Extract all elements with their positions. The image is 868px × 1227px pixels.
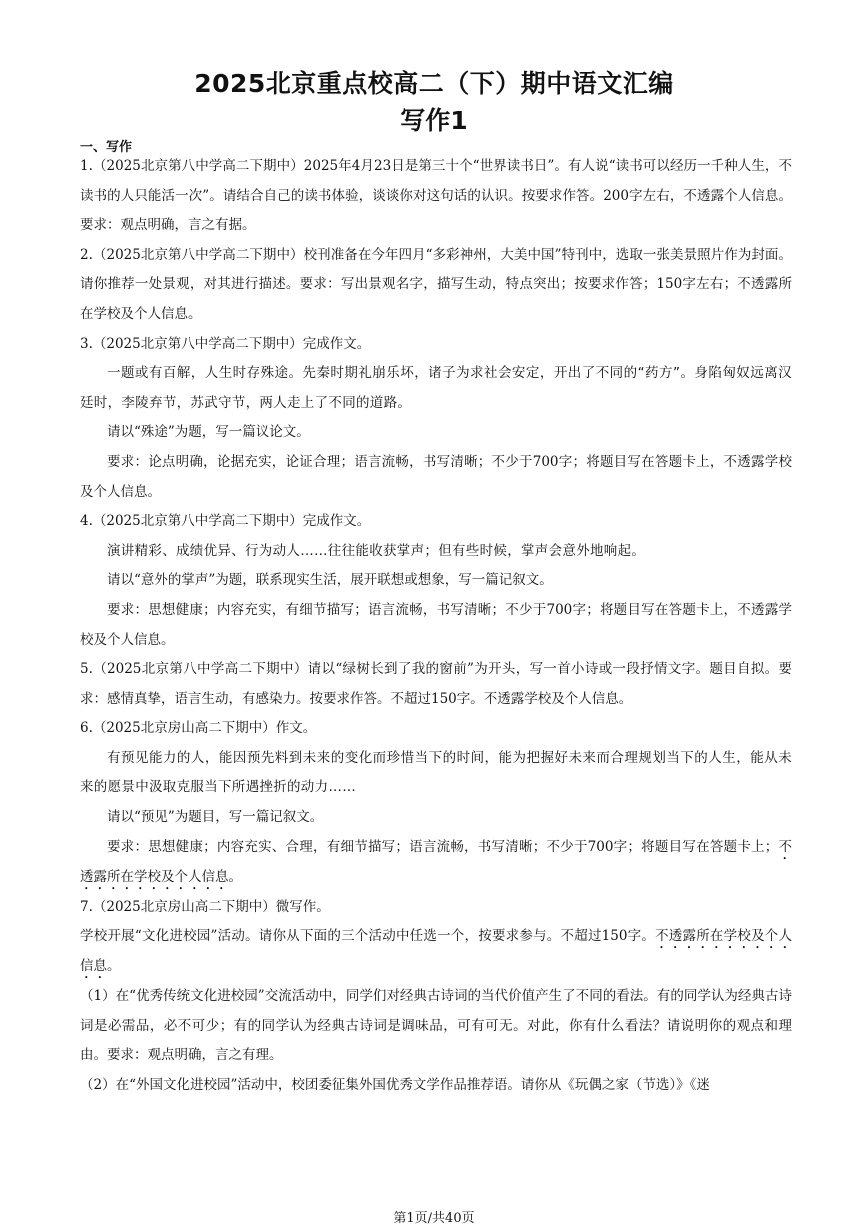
question-1: 1.（2025北京第八中学高二下期中）2025年4月23日是第三十个“世界读书日”。有人说“读书可以经历一千种人生，不读书的人只能活一次”。请结合自己的读书体验，谈谈你对这句话的认识。按要求作答。200字左右，不透露个人信息。要求：观点明确，言之有据。 [80,158,792,234]
document-body [80,152,792,1101]
question-6-heading: 6.（2025北京房山高二下期中）作文。 [80,720,317,737]
page-footer: 第1页/共40页 [393,1211,475,1226]
question-6-requirements [80,833,792,893]
question-6-task: 请以“预见”为题目，写一篇记叙文。 [107,809,324,826]
question-2: 2.（2025北京第八中学高二下期中）校刊准备在今年四月“多彩神州，大美中国”特刊中，选取一张美景照片作为封面。请你推荐一处景观，对其进行描述。要求：写出景观名字，描写生动，特点突出；按要求作答；150字左右；不透露所在学校及个人信息。 [80,246,792,322]
question-7-emphasis: 不透露所在学校及个人信息 [80,928,793,975]
question-7-heading: 7.（2025北京房山高二下期中）微写作。 [80,898,330,915]
question-4-task: 请以“意外的掌声”为题，联系现实生活，展开联想或想象，写一篇记叙文。 [107,572,553,589]
section-heading: 一、写作 [80,140,133,155]
question-4-requirements: 要求：思想健康；内容充实，有细节描写；语言流畅，书写清晰；不少于700字；将题目写在答题卡上，不透露学校及个人信息。 [80,601,792,648]
question-5: 5.（2025北京第八中学高二下期中）请以“绿树长到了我的窗前”为开头，写一首小诗或一段抒情文字。题目自拟。要求：感情真挚，语言生动，有感染力。按要求作答。不超过150字。不透露学校及个人信息。 [80,661,792,707]
question-7-item-1: （1）在“优秀传统文化进校园”交流活动中，同学们对经典古诗词的当代价值产生了不同的看法。有的同学认为经典古诗词是必需品，必不可少；有的同学认为经典古诗词是调味品，可有可无。对此，你有什么看法？请说明你的观点和理由。要求：观点明确，言之有理。 [80,988,792,1064]
question-7-item-2: （2）在“外国文化进校园”活动中，校团委征集外国优秀文学作品推荐语。请你从《玩偶之家（节选）》《迷 [80,1077,710,1094]
document-title: 2025北京重点校高二（下）期中语文汇编 [194,69,674,98]
question-3-requirements: 要求：论点明确，论据充实，论证合理；语言流畅，书写清晰；不少于700字；将题目写在答题卡上，不透露学校及个人信息。 [80,453,792,500]
question-6-material: 有预见能力的人，能因预先料到未来的变化而珍惜当下的时间，能为把握好未来而合理规划当下的人生，能从未来的愿景中汲取克服当下所遇挫折的动力…… [80,749,792,796]
question-3-heading: 3.（2025北京第八中学高二下期中）完成作文。 [80,335,371,352]
document-subtitle: 写作1 [400,106,468,135]
question-3-material: 一题或有百解，人生时存殊途。先秦时期礼崩乐坏，诸子为求社会安定，开出了不同的“药方”。身陷匈奴远离汉廷时，李陵弃节，苏武守节，两人走上了不同的道路。 [80,365,792,411]
question-7-intro-main: 学校开展“文化进校园”活动。请你从下面的三个活动中任选一个，按要求参与。不超过150字。 [80,928,656,945]
question-6-requirements-end: 。 [228,868,242,885]
question-6-requirements-main: 要求：思想健康；内容充实、合理，有细节描写；语言流畅，书写清晰；不少于700字；将题目写在答题卡上； [107,838,779,855]
question-4-material: 演讲精彩、成绩优异、行为动人……往往能收获掌声；但有些时候，掌声会意外地响起。 [107,542,646,559]
question-6-emphasis: 不透露所在学校及个人信息 [80,838,792,885]
question-7-intro [80,922,792,982]
question-7-intro-end: 。 [107,958,121,975]
question-4-heading: 4.（2025北京第八中学高二下期中）完成作文。 [80,513,371,530]
question-3-task: 请以“殊途”为题，写一篇议论文。 [107,424,310,441]
